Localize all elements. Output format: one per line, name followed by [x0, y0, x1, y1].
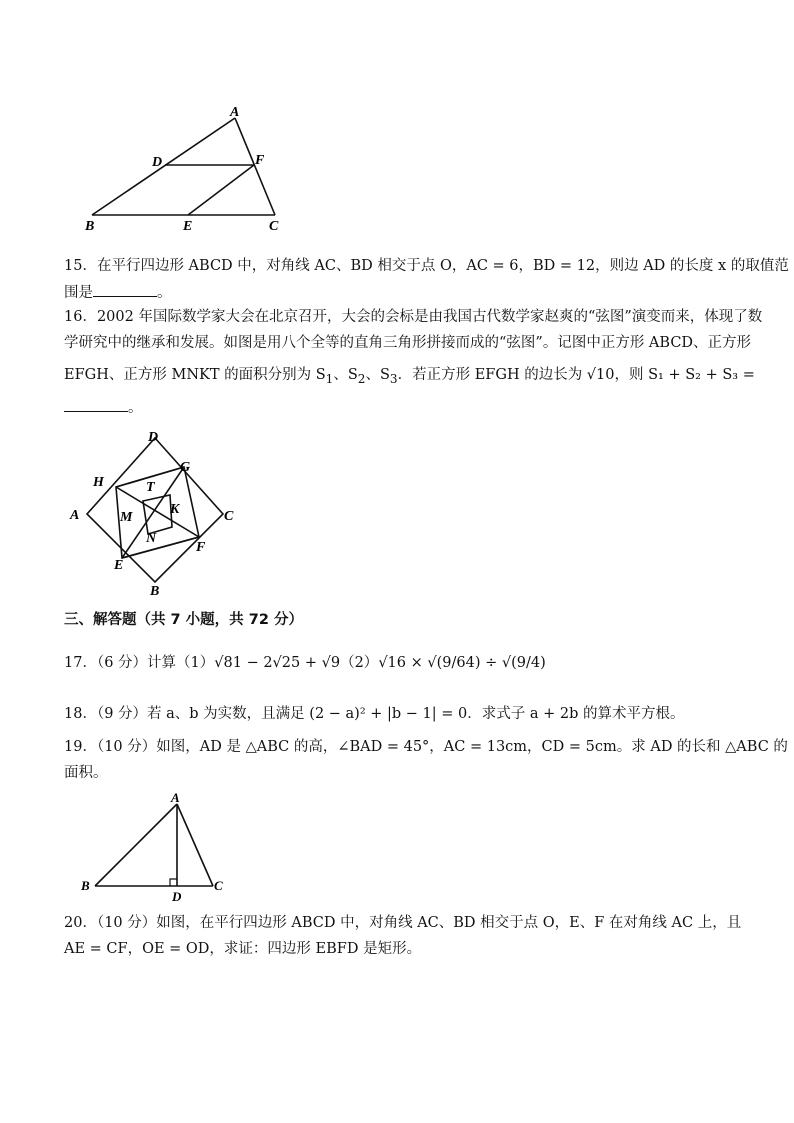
q16-line3-c: 、S	[365, 367, 390, 383]
q15-answer-blank	[93, 282, 157, 297]
q15-line2	[64, 282, 172, 303]
q20-line2: AE = CF，OE = OD，求证：四边形 EBFD 是矩形。	[64, 941, 422, 957]
label3-B: B	[81, 878, 90, 893]
figure-triangle-parallel	[60, 100, 300, 240]
label-E: E	[183, 219, 193, 234]
q16-line2: 学研究中的继承和发展。如图是用八个全等的直角三角形拼接而成的“弦图”。记图中正方形 ABCD、正方形	[64, 335, 752, 351]
label-B: B	[85, 219, 95, 234]
q16-answer-blank	[64, 397, 128, 412]
q15-prefix: 围是	[64, 285, 93, 301]
q16-line3-a: EFGH、正方形 MNKT 的面积分别为 S	[64, 367, 326, 383]
q17-line	[64, 651, 546, 675]
label2-D: D	[148, 430, 159, 445]
q19-line2: 面积。	[64, 765, 108, 781]
label2-A: A	[70, 508, 80, 523]
label3-C: C	[214, 878, 223, 893]
label3-D: D	[172, 889, 182, 904]
label2-N: N	[146, 531, 157, 546]
q16-line1: 16．2002 年国际数学家大会在北京召开，大会的会标是由我国古代数学家赵爽的“弦图”演变而来，体现了数	[64, 309, 763, 325]
q16-line3-b: 、S	[333, 367, 358, 383]
q16-line4	[64, 397, 143, 418]
label3-A: A	[171, 790, 180, 805]
label2-T: T	[146, 480, 155, 495]
figure-altitude-triangle	[75, 790, 245, 905]
q17-prefix: 17．（6 分）计算（1）	[64, 655, 215, 671]
q16-end: 。	[128, 400, 143, 416]
q17-part2-label: （2）	[340, 655, 379, 671]
figure-string-diagram	[60, 425, 260, 600]
label2-G: G	[180, 460, 191, 475]
q16-line3: EFGH、正方形 MNKT 的面积分别为 $S_1$、$S_2$、$S_3$．若正方形 EFGH 的边长为 √10，则 S₁ + S₂ + S₃ =	[64, 367, 755, 386]
label2-H: H	[93, 475, 104, 490]
label2-M: M	[120, 510, 133, 525]
q20-line1: 20．（10 分）如图，在平行四边形 ABCD 中，对角线 AC、BD 相交于点 O，E、F 在对角线 AC 上，且	[64, 915, 742, 931]
label2-E: E	[114, 558, 124, 573]
section-title: 三、解答题（共 7 小题，共 72 分）	[64, 612, 303, 628]
label2-K: K	[170, 502, 180, 517]
q18-text: 18．（9 分）若 a、b 为实数，且满足 (2 − a)² + |b − 1| = 0．求式子 a + 2b 的算术平方根。	[64, 706, 685, 722]
label2-F: F	[196, 540, 206, 555]
q19-line1: 19．（10 分）如图，AD 是 △ABC 的高，∠BAD = 45°，AC = 13cm，CD = 5cm。求 AD 的长和 △ABC 的	[64, 739, 788, 755]
label-C: C	[269, 219, 279, 234]
label2-C: C	[224, 509, 234, 524]
q17-part1: √81 − 2√25 + √9	[214, 655, 341, 671]
label2-B: B	[150, 584, 160, 599]
q15-end: 。	[157, 285, 172, 301]
q17-part2: √16 × √(9/64) ÷ √(9/4)	[378, 655, 546, 671]
label-A: A	[230, 105, 240, 120]
label-D: D	[152, 155, 163, 170]
q15-line1: 15．在平行四边形 ABCD 中，对角线 AC、BD 相交于点 O，AC = 6，BD = 12，则边 AD 的长度 x 的取值范	[64, 258, 789, 274]
label-F: F	[255, 153, 265, 168]
q16-line3-d: ．若正方形 EFGH 的边长为 √10，则 S₁ + S₂ + S₃ =	[397, 367, 755, 383]
